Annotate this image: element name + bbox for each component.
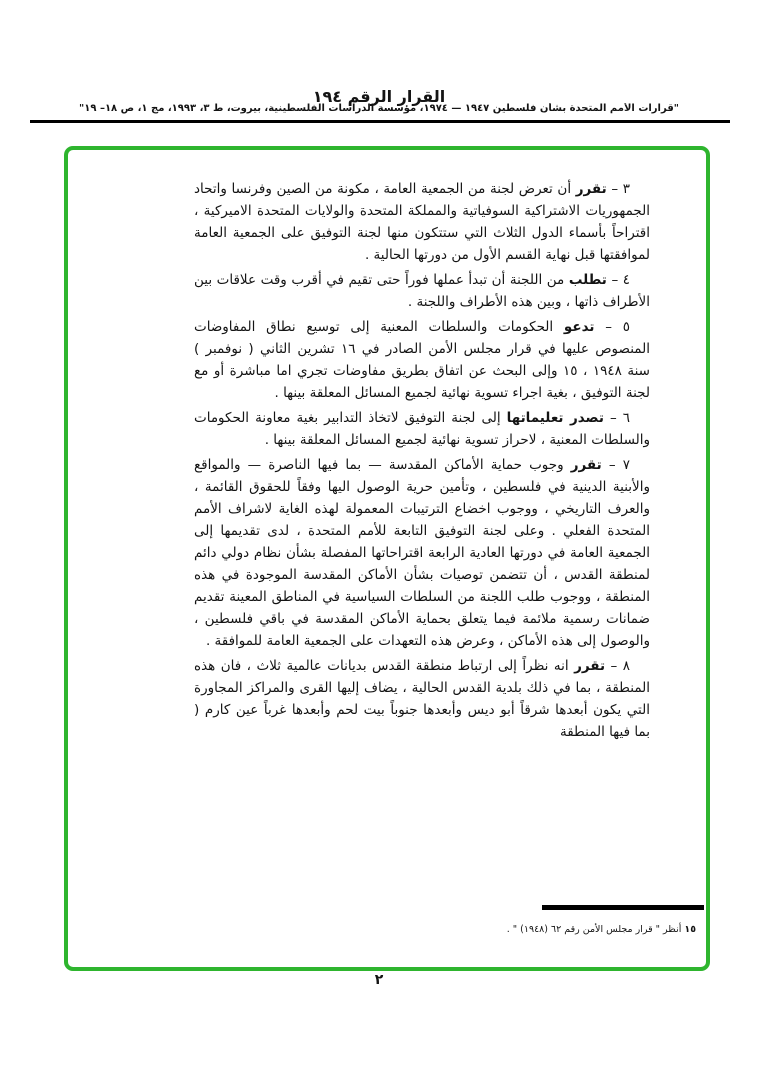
header-rule	[30, 120, 730, 123]
body-text	[194, 178, 650, 746]
paragraph-number: ٦ –	[609, 410, 631, 426]
paragraph-lead: تقرر	[574, 658, 606, 674]
paragraph-3	[194, 178, 650, 266]
paragraph-number: ٥ –	[605, 319, 630, 335]
paragraph-6	[194, 407, 650, 451]
paragraph-5	[194, 316, 650, 404]
paragraph-8	[194, 655, 650, 743]
paragraph-text: إلى لجنة التوفيق لاتخاذ التدابير بغية معاونة الحكومات والسلطات المعنية ، لاحراز تسوية نهائية لجميع المسائل المعلقة بينها .	[194, 410, 650, 448]
paragraph-7	[194, 454, 650, 652]
paragraph-lead: تصدر تعليماتها	[506, 410, 604, 426]
paragraph-lead: تقرر	[575, 181, 607, 197]
paragraph-number: ٨ –	[610, 658, 631, 674]
content-frame	[64, 146, 710, 971]
footnote-rule	[542, 905, 704, 910]
paragraph-text: أن تعرض لجنة من الجمعية العامة ، مكونة من الصين وفرنسا واتحاد الجمهوريات الاشتراكية السوفياتية والمملكة المتحدة والولايات المتحدة الاميركية ، اقتراحاً بأسماء الدول الثلاث التي ستتكون منها لجنة التوفيق على الجمعية العامة لموافقتها قبل نهاية القسم الأول من دورتها الحالية .	[194, 181, 650, 263]
paragraph-text: من اللجنة أن تبدأ عملها فوراً حتى تقيم في أقرب وقت علاقات بين الأطراف ذاتها ، وبين هذه الأطراف واللجنة .	[194, 272, 650, 310]
paragraph-lead: تدعو	[563, 319, 595, 335]
paragraph-lead: تقرر	[570, 457, 602, 473]
paragraph-text: الحكومات والسلطات المعنية إلى توسيع نطاق المفاوضات المنصوص عليها في قرار مجلس الأمن الصادر في ١٦ تشرين الثاني ( نوفمبر ) سنة ١٩٤٨ ، ١٥ وإلى البحث عن اتفاق بطريق مفاوضات تجري اما مباشرة أو مع لجنة التوفيق ، بغية اجراء تسوية نهائية لجميع المسائل المعلقة بينها .	[194, 319, 650, 401]
footnote	[507, 924, 696, 935]
page-number: ٢	[374, 972, 384, 988]
footnote-text: أنظر " قرار مجلس الأمن رقم ٦٢ (١٩٤٨) " .	[506, 924, 682, 935]
paragraph-4	[194, 269, 650, 313]
footnote-marker: ١٥	[684, 924, 696, 935]
paragraph-number: ٤ –	[611, 272, 631, 288]
paragraph-text: وجوب حماية الأماكن المقدسة — بما فيها الناصرة — والمواقع والأبنية الدينية في فلسطين ، وتأمين حرية الوصول اليها وفقاً للحقوق القائمة ، والعرف التاريخي ، ووجوب اخضاع الترتيبات المعمولة لهذه الغاية لاشراف الأمم المتحدة الفعلي . وعلى لجنة التوفيق التابعة للأمم المتحدة ، لدى تقديمها إلى الجمعية العامة في دورتها العادية الرابعة اقتراحاتها المفصلة بشأن نظام دولي دائم لمنطقة القدس ، أن تتضمن توصيات بشأن الأماكن المقدسة الموجودة في هذه المنطقة ، ووجوب طلب اللجنة من السلطات السياسية في المناطق المعينة تقديم ضمانات رسمية ملائمة فيما يتعلق بحماية الأماكن المقدسة في باقي فلسطين ، والوصول إلى هذه الأماكن ، وعرض هذه التعهدات على الجمعية العامة للموافقة .	[194, 457, 650, 649]
paragraph-text: انه نظراً إلى ارتباط منطقة القدس بديانات عالمية ثلاث ، فان هذه المنطقة ، بما في ذلك بلدية القدس الحالية ، يضاف إليها القرى والمراكز المجاورة التي يكون أبعدها شرقاً أبو ديس وأبعدها جنوباً بيت لحم وأبعدها غرباً عين كارم ( بما فيها المنطقة	[194, 658, 650, 740]
paragraph-number: ٧ –	[608, 457, 630, 473]
paragraph-number: ٣ –	[611, 181, 631, 197]
paragraph-lead: تطلب	[568, 272, 607, 288]
citation-line: "قرارات الأمم المتحدة بشأن فلسطين ١٩٤٧ — ١٩٧٤، مؤسسة الدراسات الفلسطينية، بيروت، ط ٣، ١٩٩٣، مج ١، ص ١٨– ١٩"	[79, 103, 679, 114]
page-title: القرار الرقم ١٩٤	[312, 86, 446, 106]
